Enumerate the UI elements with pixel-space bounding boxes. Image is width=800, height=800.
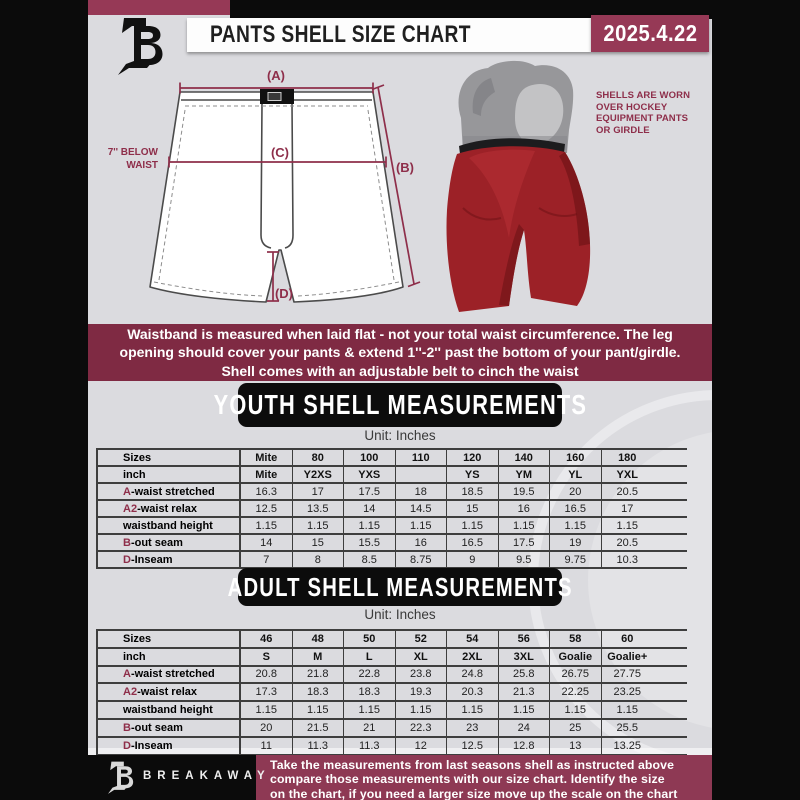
table-cell: 21 [344, 720, 396, 736]
table-cell: 11.3 [293, 738, 345, 754]
youth-size-table [96, 448, 687, 569]
measurement-label-b: (B) [395, 160, 415, 175]
table-cell: Mite [241, 450, 293, 465]
table-cell: M [293, 649, 345, 665]
table-cell: 52 [396, 631, 448, 647]
table-cell: 13.5 [293, 501, 345, 516]
table-cell: 160 [550, 450, 602, 465]
table-cell: 17 [293, 484, 345, 499]
table-cell: 24 [499, 720, 551, 736]
table-cell: 16 [499, 501, 551, 516]
table-cell: 20.8 [241, 667, 293, 683]
table-cell: 7 [241, 552, 293, 567]
brand-wordmark: BREAKAWAY [143, 770, 271, 782]
table-row [96, 720, 687, 738]
row-label: A2 -waist relax [96, 684, 241, 700]
table-cell: Y2XS [293, 467, 345, 482]
table-cell: 12 [396, 738, 448, 754]
table-cell: 50 [344, 631, 396, 647]
table-cell: 1.15 [293, 518, 345, 533]
table-cell: 25.5 [616, 721, 638, 734]
table-cell: 8 [293, 552, 345, 567]
youth-section-title: YOUTH SHELL MEASUREMENTS [213, 389, 587, 420]
shells-worn-note: SHELLS ARE WORN OVER HOCKEY EQUIPMENT PANTS OR GIRDLE [596, 90, 691, 136]
table-cell: 22.3 [396, 720, 448, 736]
table-cell: 20 [550, 484, 602, 499]
table-cell: YXS [344, 467, 396, 482]
table-cell: 9.75 [550, 552, 602, 567]
table-cell: 20 [241, 720, 293, 736]
table-cell: 18.3 [293, 684, 345, 700]
row-label: B -out seam [96, 720, 241, 736]
table-row [96, 518, 687, 535]
table-cell: 9 [447, 552, 499, 567]
table-row [96, 667, 687, 685]
table-cell: XL [396, 649, 448, 665]
table-cell: 16.5 [447, 535, 499, 550]
table-cell: 3XL [499, 649, 551, 665]
table-cell: 54 [447, 631, 499, 647]
table-cell: 1.15 [293, 702, 345, 718]
table-cell: 80 [293, 450, 345, 465]
table-row [96, 702, 687, 720]
table-cell: 21.5 [293, 720, 345, 736]
hockey-shell-photo [443, 58, 599, 318]
table-cell: 1.15 [241, 518, 293, 533]
table-cell: 100 [344, 450, 396, 465]
table-cell: 1.15 [550, 518, 602, 533]
table-cell: 13 [550, 738, 602, 754]
table-cell: 18.3 [344, 684, 396, 700]
footer-breakaway-logo [108, 761, 134, 794]
table-cell: 15 [293, 535, 345, 550]
table-cell: 9.5 [499, 552, 551, 567]
adult-unit-label: Unit: Inches [364, 607, 436, 622]
table-cell: 25.8 [499, 667, 551, 683]
table-cell: 10.3 [616, 553, 638, 566]
table-cell: 1.15 [344, 518, 396, 533]
table-cell: Mite [241, 467, 293, 482]
row-label: inch [96, 467, 241, 482]
table-cell: 8.75 [396, 552, 448, 567]
table-cell: 58 [550, 631, 602, 647]
table-cell: 2XL [447, 649, 499, 665]
row-label: Sizes [96, 631, 241, 647]
table-cell: 20.3 [447, 684, 499, 700]
table-cell: YXL [616, 468, 638, 481]
table-cell: S [241, 649, 293, 665]
table-cell: 1.15 [616, 704, 638, 717]
table-cell: 16.5 [550, 501, 602, 516]
row-label: D -Inseam [96, 738, 241, 754]
table-row [96, 552, 687, 569]
table-cell: 8.5 [344, 552, 396, 567]
below-waist-note: 7'' BELOW WAIST [107, 147, 158, 171]
table-row [96, 535, 687, 552]
table-cell [396, 467, 448, 482]
row-label: A -waist stretched [96, 667, 241, 683]
table-cell: 17 [621, 502, 634, 515]
row-label: A -waist stretched [96, 484, 241, 499]
table-cell: 23 [447, 720, 499, 736]
table-row [96, 484, 687, 501]
table-cell: 18.5 [447, 484, 499, 499]
table-cell: 27.75 [613, 668, 642, 681]
table-cell: 13.25 [613, 739, 642, 752]
table-cell: 22.8 [344, 667, 396, 683]
table-cell: 20.5 [616, 485, 638, 498]
table-cell: 16.3 [241, 484, 293, 499]
table-cell: 20.5 [616, 536, 638, 549]
table-cell: 17.5 [499, 535, 551, 550]
table-cell: 48 [293, 631, 345, 647]
table-cell: 14 [241, 535, 293, 550]
table-cell: 12.8 [499, 738, 551, 754]
youth-section-banner [213, 383, 587, 427]
table-cell: 19.3 [396, 684, 448, 700]
shell-measurement-diagram [140, 65, 425, 315]
table-cell: 1.15 [550, 702, 602, 718]
table-row [96, 684, 687, 702]
table-cell: 1.15 [396, 702, 448, 718]
table-cell: 1.15 [344, 702, 396, 718]
table-cell: 14 [344, 501, 396, 516]
youth-unit-label: Unit: Inches [364, 428, 436, 443]
table-cell: 1.15 [447, 702, 499, 718]
table-cell: 17.5 [344, 484, 396, 499]
table-cell: 14.5 [396, 501, 448, 516]
table-row [96, 467, 687, 484]
table-cell: 21.3 [499, 684, 551, 700]
table-row [96, 450, 687, 467]
row-label: waistband height [96, 518, 241, 533]
table-cell: 24.8 [447, 667, 499, 683]
table-cell: 140 [499, 450, 551, 465]
table-cell: 25 [550, 720, 602, 736]
table-cell: 21.8 [293, 667, 345, 683]
measurement-info-banner: Waistband is measured when laid flat - not your total waist circumference. The leg opening should cover your pants & extend 1''-2'' past the bottom of your pant/girdle. Shell comes with an adjustable belt to cinch the waist [88, 324, 712, 381]
table-cell: 15 [447, 501, 499, 516]
table-cell: 18 [396, 484, 448, 499]
table-cell: 1.15 [499, 702, 551, 718]
table-cell: 16 [396, 535, 448, 550]
table-row [96, 631, 687, 649]
adult-size-table [96, 629, 687, 756]
table-cell: 19 [550, 535, 602, 550]
table-cell: 22.25 [550, 684, 602, 700]
table-cell: YL [550, 467, 602, 482]
measurement-label-d: (D) [274, 286, 294, 301]
chart-content [88, 0, 712, 800]
table-cell: 12.5 [241, 501, 293, 516]
table-cell: YS [447, 467, 499, 482]
table-cell: 1.15 [499, 518, 551, 533]
table-cell: 23.8 [396, 667, 448, 683]
table-cell: 110 [396, 450, 448, 465]
date-badge [591, 15, 709, 52]
page-title: PANTS SHELL SIZE CHART [210, 21, 471, 48]
row-label: B -out seam [96, 535, 241, 550]
table-row [96, 738, 687, 756]
table-cell: YM [499, 467, 551, 482]
table-cell: 11 [241, 738, 293, 754]
table-cell: L [344, 649, 396, 665]
row-label: waistband height [96, 702, 241, 718]
table-cell: 1.15 [447, 518, 499, 533]
table-cell: 56 [499, 631, 551, 647]
adult-section-title: ADULT SHELL MEASUREMENTS [227, 571, 573, 602]
table-cell: 120 [447, 450, 499, 465]
table-cell: 11.3 [344, 738, 396, 754]
table-cell: 1.15 [241, 702, 293, 718]
table-cell: 17.3 [241, 684, 293, 700]
footer-instructions: Take the measurements from last seasons shell as instructed above compare those measurements with our size chart. Identify the size on the chart, if you need a larger size move up the scale on the chart [270, 758, 678, 800]
table-cell: 19.5 [499, 484, 551, 499]
table-row [96, 501, 687, 518]
table-cell: Goalie [550, 649, 602, 665]
adult-section-banner [227, 568, 573, 606]
table-cell: 23.25 [613, 686, 642, 699]
header-accent-strip [88, 0, 230, 15]
table-cell: 60 [621, 632, 634, 645]
date-text: 2025.4.22 [602, 20, 697, 46]
footer-instructions-panel [256, 755, 712, 800]
page-title-bar [187, 18, 591, 52]
row-label: Sizes [96, 450, 241, 465]
table-cell: 12.5 [447, 738, 499, 754]
table-cell: 46 [241, 631, 293, 647]
row-label: D -Inseam [96, 552, 241, 567]
row-label: inch [96, 649, 241, 665]
measurement-label-a: (A) [266, 68, 286, 83]
table-row [96, 649, 687, 667]
measurement-label-c: (C) [270, 145, 290, 160]
table-cell: 1.15 [616, 519, 638, 532]
table-cell: 26.75 [550, 667, 602, 683]
table-cell: 15.5 [344, 535, 396, 550]
table-cell: Goalie+ [607, 650, 648, 663]
table-cell: 1.15 [396, 518, 448, 533]
table-cell: 180 [618, 451, 637, 464]
row-label: A2 -waist relax [96, 501, 241, 516]
